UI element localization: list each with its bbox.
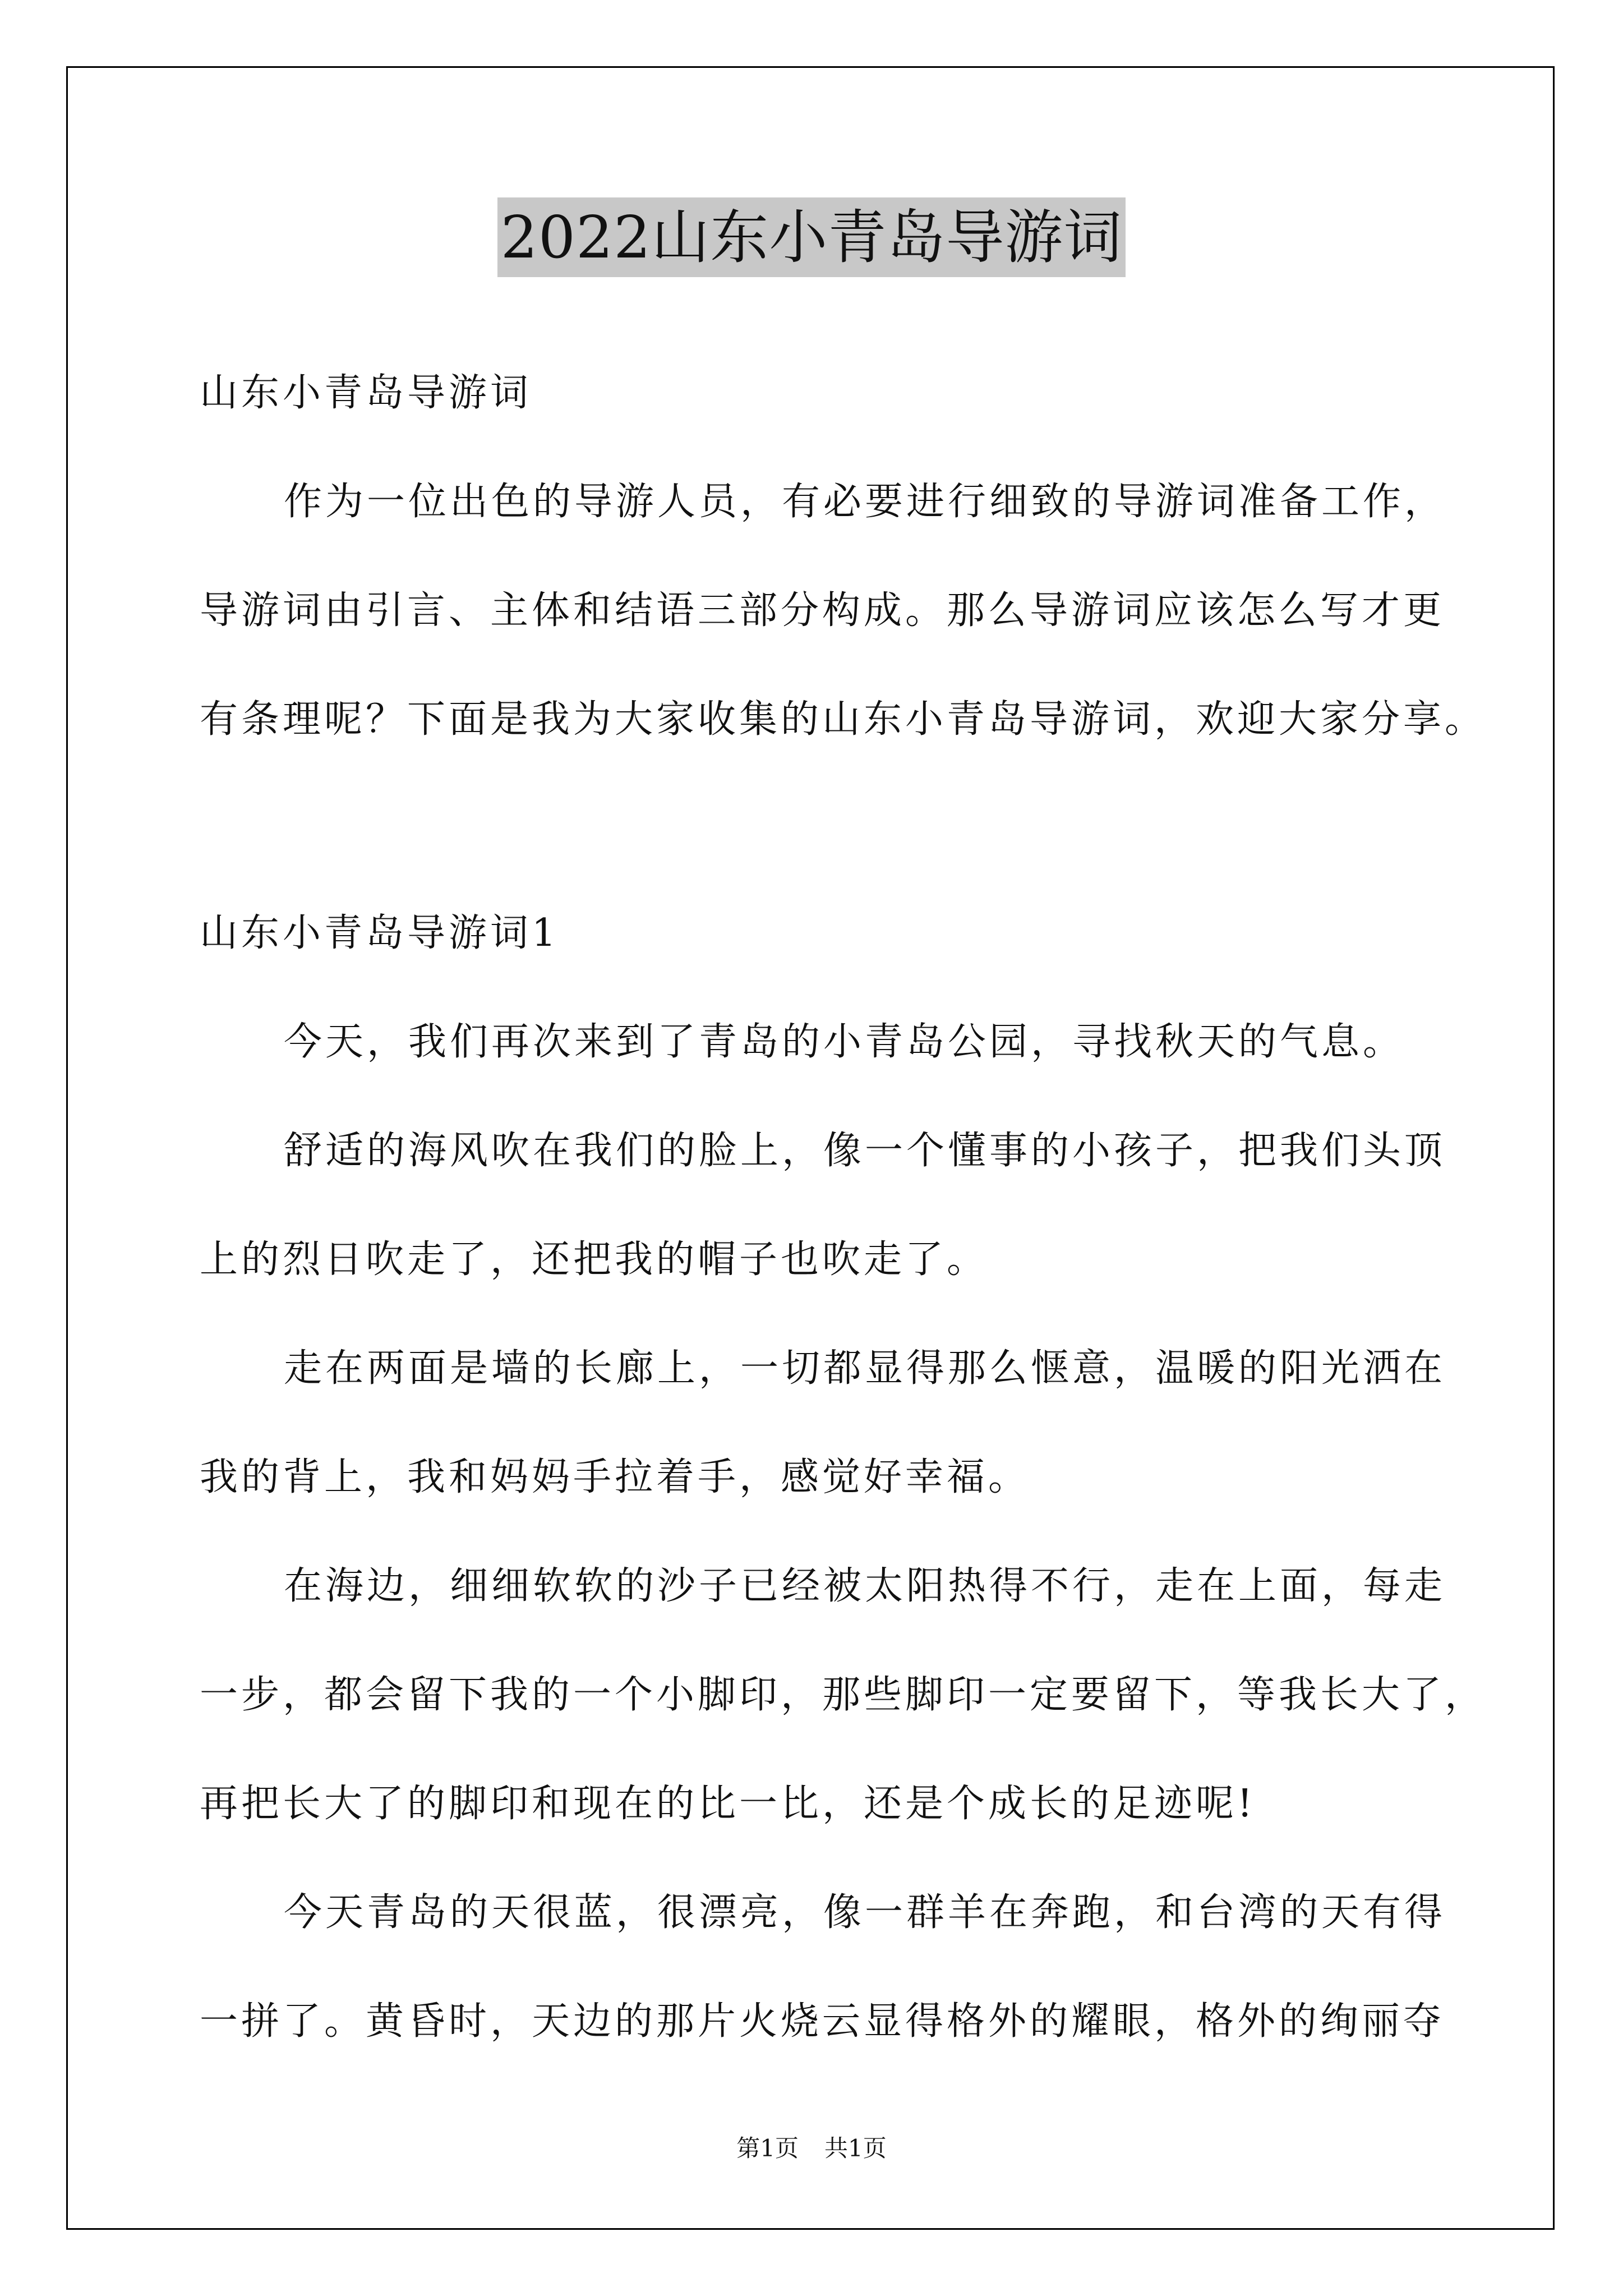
- paragraph-line: 走在两面是墙的长廊上，一切都显得那么惬意，温暖的阳光洒在: [284, 1346, 1446, 1391]
- paragraph-line: 上的烈日吹走了，还把我的帽子也吹走了。: [200, 1237, 989, 1282]
- paragraph-line: 一拼了。黄昏时，天边的那片火烧云显得格外的耀眼，格外的绚丽夺: [200, 1999, 1445, 2044]
- paragraph-line: 我的背上，我和妈妈手拉着手，感觉好幸福。: [200, 1455, 1030, 1499]
- paragraph-line: 在海边，细细软软的沙子已经被太阳热得不行，走在上面，每走: [284, 1564, 1446, 1608]
- page-footer: [0, 2132, 1623, 2165]
- paragraph-line: 今天青岛的天很蓝，很漂亮，像一群羊在奔跑，和台湾的天有得: [284, 1890, 1446, 1935]
- subtitle: 山东小青岛导游词: [200, 371, 532, 415]
- paragraph-line: 舒适的海风吹在我们的脸上，像一个懂事的小孩子，把我们头顶: [284, 1129, 1446, 1173]
- section-heading: 山东小青岛导游词1: [200, 911, 560, 955]
- paragraph-line: 今天，我们再次来到了青岛的小青岛公园，寻找秋天的气息。: [284, 1020, 1405, 1064]
- page-number-current: 第1页: [736, 2134, 799, 2162]
- page-number-total: 共1页: [824, 2134, 887, 2162]
- paragraph-line: 再把长大了的脚印和现在的比一比，还是个成长的足迹呢!: [200, 1782, 1256, 1826]
- paragraph-line: 一步，都会留下我的一个小脚印，那些脚印一定要留下，等我长大了，: [200, 1673, 1487, 1717]
- intro-line: 有条理呢？下面是我为大家收集的山东小青岛导游词，欢迎大家分享。: [200, 697, 1487, 742]
- document-body: [200, 339, 1487, 2076]
- document-title: [0, 197, 1623, 277]
- intro-line: 导游词由引言、主体和结语三部分构成。那么导游词应该怎么写才更: [200, 588, 1445, 633]
- intro-line: 作为一位出色的导游人员，有必要进行细致的导游词准备工作，: [284, 480, 1446, 524]
- document-title-text: 2022山东小青岛导游词: [497, 197, 1126, 277]
